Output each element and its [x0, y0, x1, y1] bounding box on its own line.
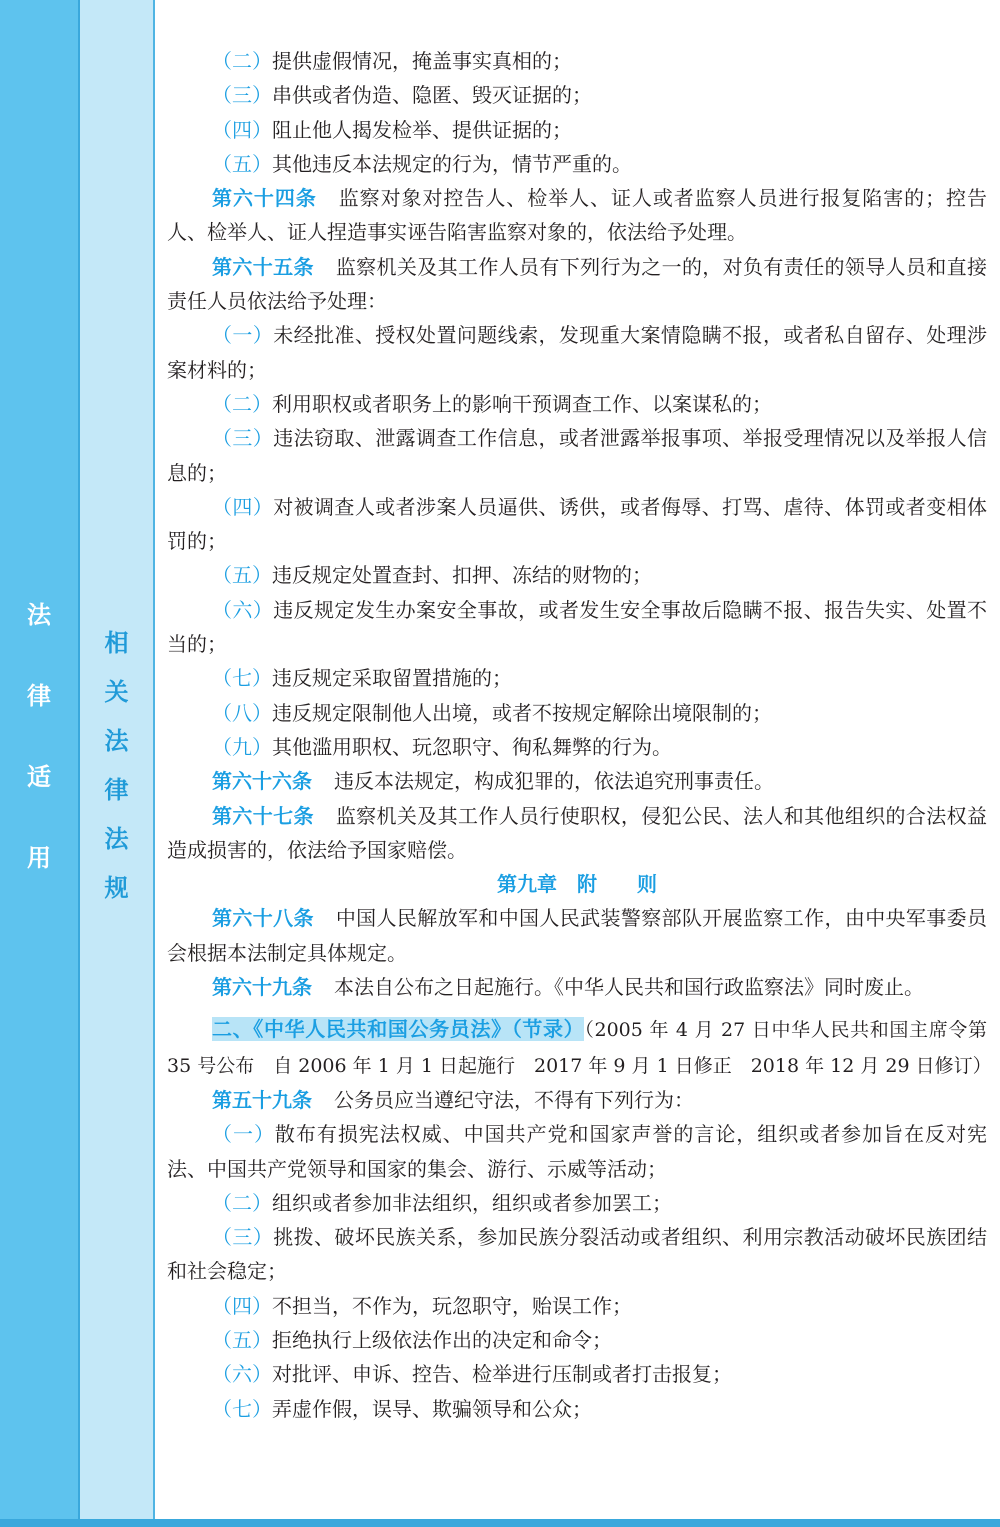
item-text: 挑拨、破坏民族关系，参加民族分裂活动或者组织、利用宗教活动破坏民族团结和社会稳定；	[167, 1225, 988, 1284]
item-number: （二）	[212, 49, 272, 73]
item-number: （五）	[212, 151, 272, 176]
section-title: 二、《中华人民共和国公务员法》（节录）	[212, 1017, 585, 1042]
article-text: 本法自公布之日起施行。《中华人民共和国行政监察法》同时废止。	[334, 975, 924, 1000]
item-text: 未经批准、授权处置问题线索，发现重大案情隐瞒不报，或者私自留存、处理涉案材料的；	[167, 323, 988, 382]
item-number: （四）	[212, 1293, 272, 1318]
tag-char: 规	[104, 874, 129, 902]
bottom-border	[0, 1519, 1000, 1527]
section-note: （2005 年 4 月 27 日中华人民共和国主席令第 35 号公布 自 2006 年 1 月 1 日起施行 2017 年 9 月 1 日修正 2018 年 12 月 29 日修订）	[167, 1019, 992, 1077]
article-text: 公务员应当遵纪守法，不得有下列行为：	[334, 1087, 694, 1112]
item-number: （三）	[212, 1225, 274, 1250]
article-text: 违反本法规定，构成犯罪的，依法追究刑事责任。	[334, 769, 774, 794]
item-number: （八）	[212, 700, 272, 725]
article-66	[167, 764, 987, 798]
item-text: 拒绝执行上级依法作出的决定和命令；	[272, 1327, 612, 1352]
article-69	[167, 970, 987, 1004]
tag-char: 法	[27, 601, 51, 629]
clause-item	[167, 318, 987, 387]
item-text: 其他滥用职权、玩忽职守、徇私舞弊的行为。	[272, 734, 672, 759]
article-67	[167, 799, 987, 868]
tag-char: 法	[104, 727, 129, 755]
item-number: （三）	[212, 426, 274, 451]
item-number: （三）	[212, 83, 272, 108]
tag-char: 相	[104, 629, 129, 657]
item-text: 不担当，不作为，玩忽职守，贻误工作；	[272, 1293, 632, 1318]
article-text: 监察对象对控告人、检举人、证人或者监察人员进行报复陷害的；控告人、检举人、证人捏造事实诬告陷害监察对象的，依法给予处理。	[167, 186, 988, 245]
clause-item	[167, 387, 987, 421]
item-text: 违反规定采取留置措施的；	[272, 666, 512, 691]
item-number: （七）	[212, 1396, 272, 1421]
item-number: （六）	[212, 1362, 272, 1387]
item-number: （一）	[212, 323, 274, 348]
article-68	[167, 901, 987, 970]
clause-item	[167, 1289, 987, 1323]
item-text: 提供虚假情况，掩盖事实真相的；	[272, 49, 572, 73]
article-label: 第六十八条	[212, 906, 314, 931]
clause-item	[167, 1392, 987, 1426]
item-text: 对被调查人或者涉案人员逼供、诱供，或者侮辱、打骂、虐待、体罚或者变相体罚的；	[167, 494, 988, 554]
item-text: 阻止他人揭发检举、提供证据的；	[272, 117, 572, 142]
item-number: （五）	[212, 563, 272, 588]
clause-item	[167, 1220, 987, 1289]
item-number: （二）	[212, 1190, 272, 1215]
item-number: （六）	[212, 597, 274, 622]
clause-item	[167, 1323, 987, 1357]
article-text: 中国人民解放军和中国人民武装警察部队开展监察工作，由中央军事委员会根据本法制定具体规定。	[167, 906, 988, 965]
item-text: 违反规定处置查封、扣押、冻结的财物的；	[272, 563, 652, 588]
chapter-heading: 第九章 附 则	[497, 872, 657, 897]
clause-item	[167, 661, 987, 695]
category-tag-secondary	[80, 628, 153, 922]
clause-item	[167, 558, 987, 592]
tag-char: 关	[104, 678, 129, 706]
item-text: 违法窃取、泄露调查工作信息，或者泄露举报事项、举报受理情况以及举报人信息的；	[167, 426, 988, 485]
article-label: 第六十五条	[212, 254, 314, 279]
clause-item	[167, 490, 987, 559]
article-label: 第六十四条	[212, 186, 317, 211]
item-text: 其他违反本法规定的行为，情节严重的。	[272, 151, 632, 176]
item-number: （四）	[212, 117, 272, 142]
clause-item	[167, 78, 987, 112]
article-label: 第六十九条	[212, 975, 312, 1000]
article-text: 监察机关及其工作人员有下列行为之一的，对负有责任的领导人员和直接责任人员依法给予处理：	[167, 254, 988, 314]
item-number: （五）	[212, 1327, 272, 1352]
item-text: 组织或者参加非法组织，组织或者参加罢工；	[272, 1190, 672, 1215]
clause-item	[167, 147, 987, 181]
tag-char: 律	[27, 682, 51, 710]
item-text: 串供或者伪造、隐匿、毁灭证据的；	[272, 83, 592, 108]
clause-item	[167, 593, 987, 662]
clause-item	[167, 730, 987, 764]
tag-char: 法	[104, 825, 129, 853]
tag-char: 用	[27, 844, 51, 872]
tag-char: 适	[27, 763, 51, 791]
article-label: 第六十六条	[212, 769, 312, 794]
article-text: 监察机关及其工作人员行使职权，侵犯公民、法人和其他组织的合法权益造成损害的，依法给予国家赔偿。	[167, 803, 988, 862]
item-text: 利用职权或者职务上的影响干预调查工作、以案谋私的；	[272, 391, 772, 416]
item-number: （九）	[212, 734, 272, 759]
item-text: 违反规定限制他人出境，或者不按规定解除出境限制的；	[272, 700, 772, 725]
clause-item	[167, 421, 987, 490]
item-number: （二）	[212, 391, 272, 416]
clause-item	[167, 113, 987, 147]
clause-item	[167, 1186, 987, 1220]
article-label: 第六十七条	[212, 803, 314, 828]
tag-char: 律	[104, 776, 129, 804]
clause-item	[167, 1357, 987, 1391]
item-text: 散布有损宪法权威、中国共产党和国家声誉的言论，组织或者参加旨在反对宪法、中国共产党领导和国家的集会、游行、示威等活动；	[167, 1122, 988, 1181]
item-text: 对批评、申诉、控告、检举进行压制或者打击报复；	[272, 1362, 732, 1387]
section-header	[167, 1012, 992, 1083]
category-tag-primary	[0, 600, 78, 924]
article-65	[167, 250, 987, 319]
article-label: 第五十九条	[212, 1087, 312, 1112]
article-59	[167, 1083, 987, 1117]
item-text: 违反规定发生办案安全事故，或者发生安全事故后隐瞒不报、报告失实、处置不当的；	[167, 597, 988, 657]
article-64	[167, 181, 987, 250]
item-number: （四）	[212, 494, 274, 519]
clause-item	[167, 1117, 987, 1186]
clause-item	[167, 696, 987, 730]
main-text	[167, 44, 992, 1426]
item-number: （一）	[212, 1122, 275, 1147]
item-text: 弄虚作假，误导、欺骗领导和公众；	[272, 1396, 592, 1421]
clause-item	[167, 44, 987, 78]
item-number: （七）	[212, 666, 272, 691]
